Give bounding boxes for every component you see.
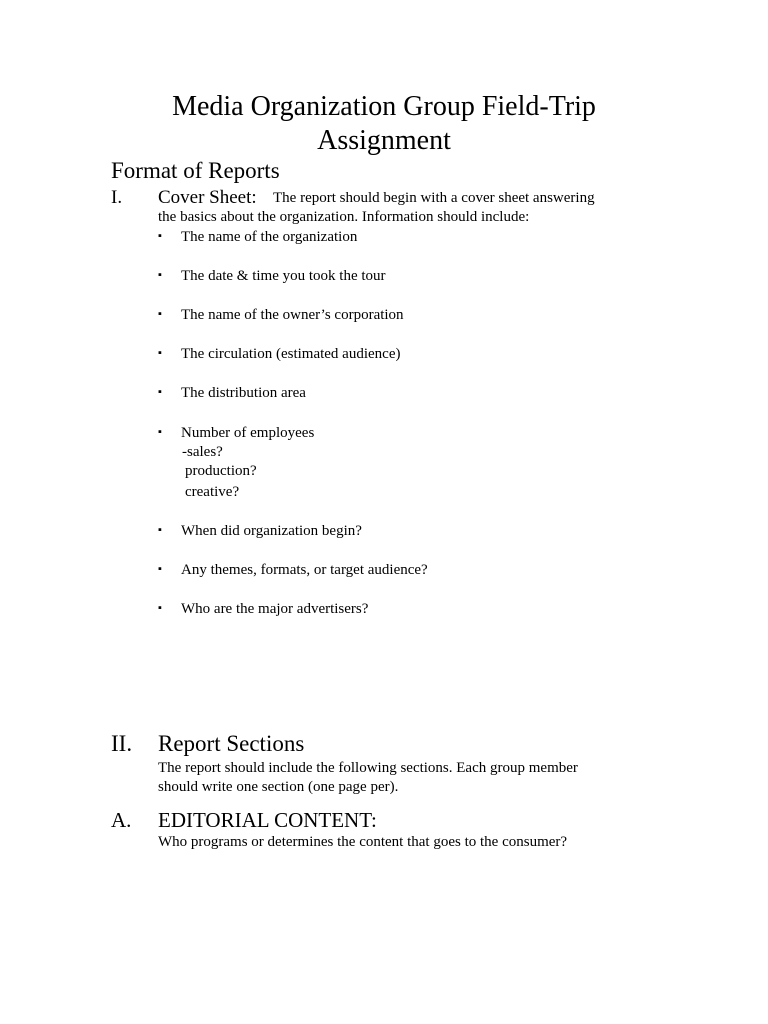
bullet-icon: ▪: [158, 386, 162, 398]
cover-sheet-text-line-1: The report should begin with a cover sheet answering: [273, 190, 595, 206]
document-title-line-1: Media Organization Group Field-Trip: [172, 91, 596, 122]
cover-sheet-text-line-2: the basics about the organization. Information should include:: [158, 209, 530, 225]
report-sections-heading: Report Sections: [158, 731, 305, 756]
bullet-icon: ▪: [158, 308, 162, 320]
employee-subitem-creative: creative?: [185, 484, 240, 500]
bullet-icon: ▪: [158, 230, 162, 242]
employee-subitem-production: production?: [185, 463, 257, 479]
bullet-text: Any themes, formats, or target audience?: [181, 562, 428, 578]
bullet-text: The distribution area: [181, 385, 306, 401]
section-1-numeral: I.: [111, 187, 123, 208]
document-title-line-2: Assignment: [317, 125, 451, 156]
bullet-icon: ▪: [158, 563, 162, 575]
bullet-icon: ▪: [158, 524, 162, 536]
bullet-text: The name of the owner’s corporation: [181, 307, 404, 323]
report-sections-text-line-1: The report should include the following sections. Each group member: [158, 760, 578, 776]
report-sections-text-line-2: should write one section (one page per).: [158, 779, 399, 795]
bullet-text: The date & time you took the tour: [181, 268, 386, 284]
editorial-content-heading: EDITORIAL CONTENT:: [158, 808, 377, 832]
bullet-text: The circulation (estimated audience): [181, 346, 401, 362]
bullet-text: The name of the organization: [181, 229, 358, 245]
bullet-icon: ▪: [158, 269, 162, 281]
employee-subitem-sales: -sales?: [182, 444, 223, 460]
bullet-text: When did organization begin?: [181, 523, 362, 539]
format-of-reports-heading: Format of Reports: [111, 158, 280, 183]
cover-sheet-label: Cover Sheet:: [158, 187, 257, 208]
editorial-content-text: Who programs or determines the content that goes to the consumer?: [158, 834, 568, 850]
bullet-icon: ▪: [158, 602, 162, 614]
bullet-text: Number of employees: [181, 425, 315, 441]
bullet-text: Who are the major advertisers?: [181, 601, 369, 617]
bullet-icon: ▪: [158, 426, 162, 438]
section-a-letter: A.: [111, 808, 132, 832]
section-2-numeral: II.: [111, 731, 133, 756]
bullet-icon: ▪: [158, 347, 162, 359]
